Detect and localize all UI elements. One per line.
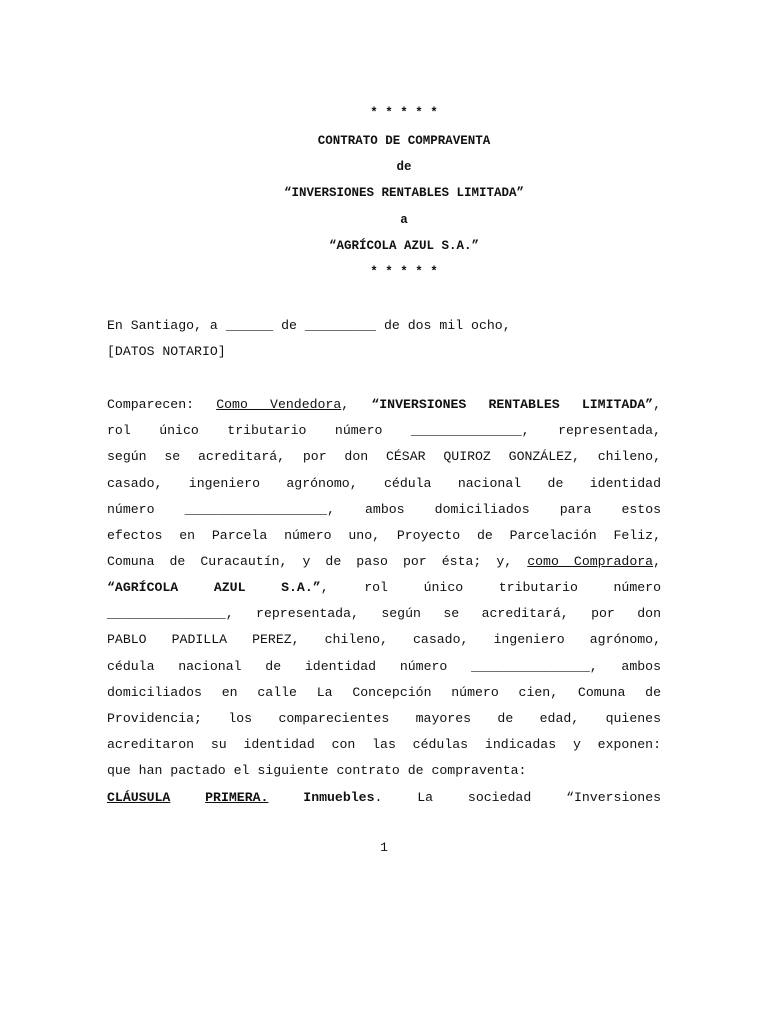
buyer-name-bold: “AGRÍCOLA <box>107 580 179 595</box>
word: representada, <box>558 423 661 438</box>
clause-subject: Inmuebles <box>303 790 375 805</box>
body-line-7 <box>107 554 661 570</box>
notary-placeholder: [DATOS NOTARIO] <box>107 344 226 359</box>
body-line-5 <box>107 502 661 518</box>
word: tributario <box>227 423 307 438</box>
id-blank: __________________, <box>184 502 335 517</box>
text-segment: , <box>341 397 372 412</box>
seller-role-underlined: Como Vendedora <box>216 397 342 412</box>
word: único <box>159 423 199 438</box>
buyer-name-heading: “AGRÍCOLA AZUL S.A.” <box>328 239 480 253</box>
body-line-14: acreditaron su identidad con las cédulas indicadas y exponen: <box>107 737 661 752</box>
text-segment: Comparecen: <box>107 397 217 412</box>
stars-top: * * * * * <box>370 106 438 120</box>
body-line-4: casado, ingeniero agrónomo, cédula nacional de identidad <box>107 476 661 491</box>
word: La <box>417 790 434 805</box>
clause-heading: PRIMERA. <box>205 790 269 805</box>
body-line-3: según se acreditará, por don CÉSAR QUIROZ GONZÁLEZ, chileno, <box>107 449 661 464</box>
word: estos <box>621 502 662 517</box>
word: domiciliados <box>434 502 530 517</box>
contract-title: CONTRATO DE COMPRAVENTA <box>317 134 491 148</box>
body-line-9: _______________, representada, según se acreditará, por don <box>107 606 661 621</box>
clause-heading: CLÁUSULA <box>107 790 171 805</box>
text-segment: , <box>653 397 662 412</box>
word: “Inversiones <box>566 790 662 805</box>
body-line-12: domiciliados en calle La Concepción número cien, Comuna de <box>107 685 661 700</box>
body-line-11: cédula nacional de identidad número _______________, ambos <box>107 659 661 674</box>
word: número <box>334 423 383 438</box>
seller-name-bold: “INVERSIONES RENTABLES LIMITADA” <box>371 397 654 412</box>
word: sociedad <box>467 790 532 805</box>
text-segment: , <box>653 554 661 569</box>
buyer-name-bold: AZUL <box>213 580 246 595</box>
word: número <box>107 502 155 517</box>
word: ambos <box>365 502 405 517</box>
text-segment: Comuna de Curacautín, y de paso por ésta; y, <box>107 554 528 569</box>
title-a: a <box>400 213 408 227</box>
place-date-line: En Santiago, a ______ de _________ de dos mil ocho, <box>107 318 511 333</box>
word: rol <box>107 423 131 438</box>
body-line-1 <box>107 397 661 413</box>
rut-blank: ______________, <box>410 423 530 438</box>
body-line-8: “AGRÍCOLA AZUL S.A.”, rol único tributario número <box>107 580 661 595</box>
text-segment: . <box>374 790 383 805</box>
word: rol <box>364 580 388 595</box>
word: tributario <box>498 580 578 595</box>
buyer-role-underlined: como Compradora <box>527 554 654 569</box>
word: para <box>559 502 592 517</box>
page-number: 1 <box>380 840 388 855</box>
body-line-6: efectos en Parcela número uno, Proyecto de Parcelación Feliz, <box>107 528 661 543</box>
word: único <box>423 580 464 595</box>
clause-first-line <box>107 790 661 806</box>
body-line-2 <box>107 423 661 439</box>
body-line-15: que han pactado el siguiente contrato de compraventa: <box>107 763 527 778</box>
seller-name-heading: “INVERSIONES RENTABLES LIMITADA” <box>283 186 525 200</box>
body-line-10: PABLO PADILLA PEREZ, chileno, casado, ingeniero agrónomo, <box>107 632 661 647</box>
title-de: de <box>396 160 412 174</box>
word: número <box>613 580 661 595</box>
body-line-13: Providencia; los comparecientes mayores de edad, quienes <box>107 711 661 726</box>
stars-bottom: * * * * * <box>370 265 438 279</box>
buyer-name-bold: S.A.” <box>281 580 321 595</box>
